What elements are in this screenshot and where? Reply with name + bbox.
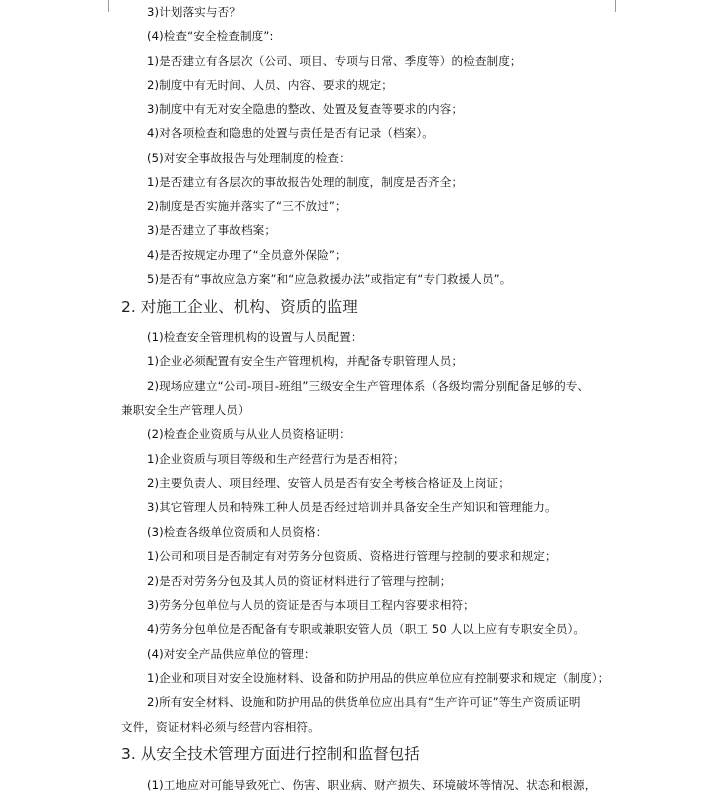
text-line: 3)是否建立了事故档案； xyxy=(147,223,277,237)
text-line: 3)劳务分包单位与人员的资证是否与本项目工程内容要求相符； xyxy=(147,598,475,612)
text-line: 3)制度中有无对安全隐患的整改、处置及复查等要求的内容； xyxy=(147,102,464,116)
text-line: (2)检查企业资质与从业人员资格证明： xyxy=(147,427,351,441)
text-line: (1)检查安全管理机构的设置与人员配置： xyxy=(147,330,363,344)
text-line: 2)制度中有无时间、人员、内容、要求的规定； xyxy=(147,78,393,92)
margin-corner-mark-right xyxy=(615,0,628,12)
section-heading-3: 3. 从安全技术管理方面进行控制和监督包括 xyxy=(121,745,420,763)
text-line: 2)主要负责人、项目经理、安管人员是否有安全考核合格证及上岗证； xyxy=(147,476,510,490)
margin-corner-mark-left xyxy=(96,0,109,12)
text-line: 4)劳务分包单位是否配备有专职或兼职安管人员（职工 50 人以上应有专职安全员）。 xyxy=(147,622,586,636)
text-line: 1)公司和项目是否制定有对劳务分包资质、资格进行管理与控制的要求和规定； xyxy=(147,549,557,563)
text-line: (4)对安全产品供应单位的管理： xyxy=(147,647,316,661)
text-line: 1)企业资质与项目等级和生产经营行为是否相符； xyxy=(147,452,405,466)
text-line: (1)工地应对可能导致死亡、伤害、职业病、财产损失、环境破坏等情况、状态和根源， xyxy=(147,778,597,792)
text-line: 4)是否按规定办理了“全员意外保险”； xyxy=(147,248,347,262)
text-line: 5)是否有“事故应急方案”和“应急救援办法”或指定有“专门救援人员”。 xyxy=(147,272,512,286)
text-line: 1)是否建立有各层次（公司、项目、专项与日常、季度等）的检查制度； xyxy=(147,54,522,68)
text-line: 2)所有安全材料、设施和防护用品的供货单位应出具有“生产许可证”等生产资质证明 xyxy=(147,695,581,709)
text-line: 2)现场应建立“公司-项目-班组”三级安全生产管理体系（各级均需分别配备足够的专、 xyxy=(147,379,590,393)
text-line: 2)是否对劳务分包及其人员的资证材料进行了管理与控制； xyxy=(147,574,452,588)
text-line: (5)对安全事故报告与处理制度的检查： xyxy=(147,151,351,165)
text-line: 2)制度是否实施并落实了“三不放过”； xyxy=(147,199,347,213)
text-line: 3)其它管理人员和特殊工种人员是否经过培训并具备安全生产知识和管理能力。 xyxy=(147,500,557,514)
text-line: 1)企业和项目对安全设施材料、设备和防护用品的供应单位应有控制要求和规定（制度）； xyxy=(147,671,610,685)
text-line: 4)对各项检查和隐患的处置与责任是否有记录（档案）。 xyxy=(147,126,434,140)
text-line-continued: 兼职安全生产管理人员） xyxy=(121,403,250,417)
text-line-continued: 文件，资证材料必须与经营内容相符。 xyxy=(121,720,320,734)
text-line: 1)是否建立有各层次的事故报告处理的制度，制度是否齐全； xyxy=(147,175,464,189)
section-heading-2: 2. 对施工企业、机构、资质的监理 xyxy=(121,298,358,316)
text-line: (4)检查“安全检查制度”: xyxy=(147,29,274,43)
text-line: 1)企业必须配置有安全生产管理机构，并配备专职管理人员； xyxy=(147,354,464,368)
text-line: (3)检查各级单位资质和人员资格： xyxy=(147,525,328,539)
text-line: 3)计划落实与否？ xyxy=(147,5,241,19)
